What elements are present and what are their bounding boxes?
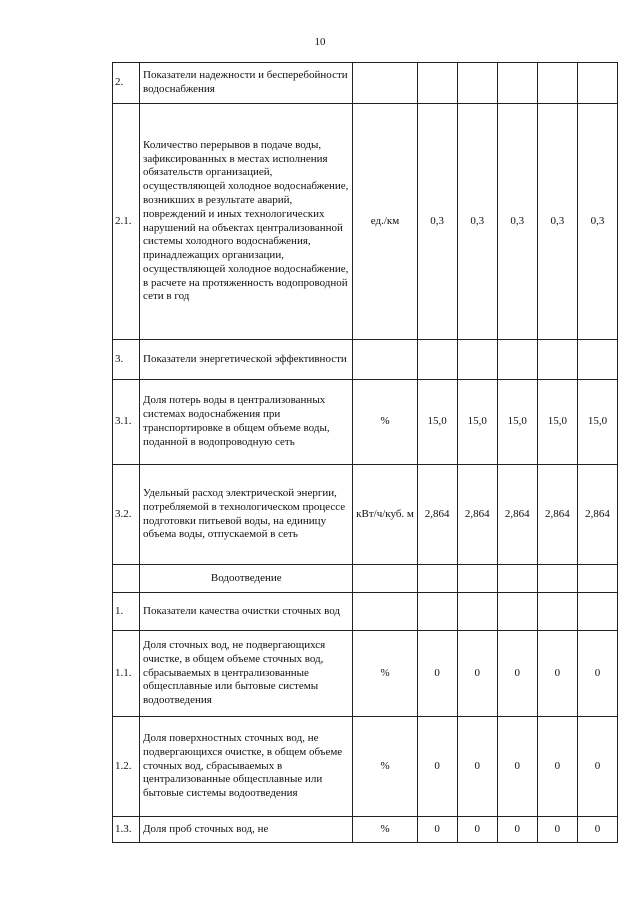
value-cell: 15,0 bbox=[537, 380, 577, 465]
table-row bbox=[113, 380, 618, 465]
row-number-cell: 3. bbox=[113, 340, 140, 380]
value-cell: 0 bbox=[497, 817, 537, 843]
indicator-description-cell: Показатели энергетической эффективности bbox=[140, 340, 353, 380]
value-cell: 15,0 bbox=[457, 380, 497, 465]
indicator-description-cell: Показатели надежности и бесперебойности водоснабжения bbox=[140, 63, 353, 104]
unit-cell bbox=[353, 340, 417, 380]
indicator-description-cell: Доля поверхностных сточных вод, не подвергающихся очистке, в общем объеме сточных вод, сбрасываемых в централизованные общесплавные или бытовые системы водоотведения bbox=[140, 717, 353, 817]
value-cell: 0 bbox=[457, 717, 497, 817]
value-cell: 0 bbox=[417, 717, 457, 817]
empty-cell bbox=[577, 565, 617, 593]
value-cell: 0 bbox=[537, 717, 577, 817]
empty-cell bbox=[457, 565, 497, 593]
indicator-description-cell: Доля сточных вод, не подвергающихся очистке, в общем объеме сточных вод, сбрасываемых в централизованные общесплавные или бытовые системы водоотведения bbox=[140, 631, 353, 717]
value-cell: 0 bbox=[457, 817, 497, 843]
value-cell: 0,3 bbox=[537, 104, 577, 340]
empty-cell bbox=[497, 565, 537, 593]
table-row bbox=[113, 593, 618, 631]
section-heading: Водоотведение bbox=[140, 565, 353, 593]
value-cell: 0 bbox=[497, 631, 537, 717]
value-cell bbox=[497, 63, 537, 104]
value-cell bbox=[577, 593, 617, 631]
value-cell: 0 bbox=[537, 817, 577, 843]
value-cell bbox=[577, 63, 617, 104]
value-cell: 2,864 bbox=[457, 465, 497, 565]
row-number-cell: 2.1. bbox=[113, 104, 140, 340]
unit-cell: % bbox=[353, 817, 417, 843]
table-row bbox=[113, 104, 618, 340]
empty-cell bbox=[537, 565, 577, 593]
value-cell: 0,3 bbox=[417, 104, 457, 340]
row-number-cell: 3.2. bbox=[113, 465, 140, 565]
table-row bbox=[113, 565, 618, 593]
unit-cell bbox=[353, 593, 417, 631]
value-cell: 15,0 bbox=[577, 380, 617, 465]
value-cell bbox=[537, 593, 577, 631]
row-number-cell bbox=[113, 565, 140, 593]
value-cell: 0,3 bbox=[577, 104, 617, 340]
empty-cell bbox=[353, 565, 417, 593]
value-cell: 0 bbox=[417, 631, 457, 717]
value-cell: 0 bbox=[537, 631, 577, 717]
value-cell bbox=[497, 593, 537, 631]
value-cell bbox=[537, 63, 577, 104]
value-cell: 15,0 bbox=[417, 380, 457, 465]
row-number-cell: 1.2. bbox=[113, 717, 140, 817]
page-number: 10 bbox=[314, 36, 326, 48]
table-row bbox=[113, 717, 618, 817]
value-cell: 2,864 bbox=[417, 465, 457, 565]
table-row bbox=[113, 817, 618, 843]
value-cell: 0 bbox=[417, 817, 457, 843]
value-cell: 0 bbox=[577, 817, 617, 843]
table-body bbox=[113, 63, 618, 843]
value-cell bbox=[417, 63, 457, 104]
table-row bbox=[113, 340, 618, 380]
row-number-cell: 1. bbox=[113, 593, 140, 631]
table-row bbox=[113, 465, 618, 565]
value-cell bbox=[577, 340, 617, 380]
value-cell: 0 bbox=[577, 631, 617, 717]
row-number-cell: 2. bbox=[113, 63, 140, 104]
indicator-description-cell: Показатели качества очистки сточных вод bbox=[140, 593, 353, 631]
indicators-table bbox=[112, 62, 618, 843]
unit-cell: ед./км bbox=[353, 104, 417, 340]
indicator-description-cell: Доля потерь воды в централизованных системах водоснабжения при транспортировке в общем объеме воды, поданной в водопроводную сеть bbox=[140, 380, 353, 465]
row-number-cell: 1.3. bbox=[113, 817, 140, 843]
value-cell: 0 bbox=[497, 717, 537, 817]
value-cell: 2,864 bbox=[577, 465, 617, 565]
row-number-cell: 3.1. bbox=[113, 380, 140, 465]
value-cell bbox=[457, 63, 497, 104]
table-row bbox=[113, 63, 618, 104]
value-cell bbox=[537, 340, 577, 380]
value-cell: 2,864 bbox=[497, 465, 537, 565]
unit-cell: кВт/ч/куб. м bbox=[353, 465, 417, 565]
unit-cell: % bbox=[353, 717, 417, 817]
indicator-description-cell: Доля проб сточных вод, не bbox=[140, 817, 353, 843]
value-cell bbox=[457, 593, 497, 631]
value-cell: 2,864 bbox=[537, 465, 577, 565]
value-cell: 0 bbox=[577, 717, 617, 817]
indicator-description-cell: Удельный расход электрической энергии, потребляемой в технологическом процессе подготовки питьевой воды, на единицу объема воды, отпускаемой в сеть bbox=[140, 465, 353, 565]
row-number-cell: 1.1. bbox=[113, 631, 140, 717]
unit-cell bbox=[353, 63, 417, 104]
value-cell bbox=[417, 593, 457, 631]
value-cell: 0,3 bbox=[497, 104, 537, 340]
unit-cell: % bbox=[353, 631, 417, 717]
value-cell: 0,3 bbox=[457, 104, 497, 340]
value-cell: 15,0 bbox=[497, 380, 537, 465]
value-cell bbox=[417, 340, 457, 380]
value-cell bbox=[497, 340, 537, 380]
value-cell bbox=[457, 340, 497, 380]
value-cell: 0 bbox=[457, 631, 497, 717]
table-row bbox=[113, 631, 618, 717]
empty-cell bbox=[417, 565, 457, 593]
unit-cell: % bbox=[353, 380, 417, 465]
indicator-description-cell: Количество перерывов в подаче воды, зафиксированных в местах исполнения обязательств организацией, осуществляющей холодное водоснабжение, возникших в результате аварий, повреждений и иных технологических нарушений на объектах централизованной системы холодного водоснабжения, принадлежащих организации, осуществляющей холодное водоснабжение, в расчете на протяженность водопроводной сети в год bbox=[140, 104, 353, 340]
